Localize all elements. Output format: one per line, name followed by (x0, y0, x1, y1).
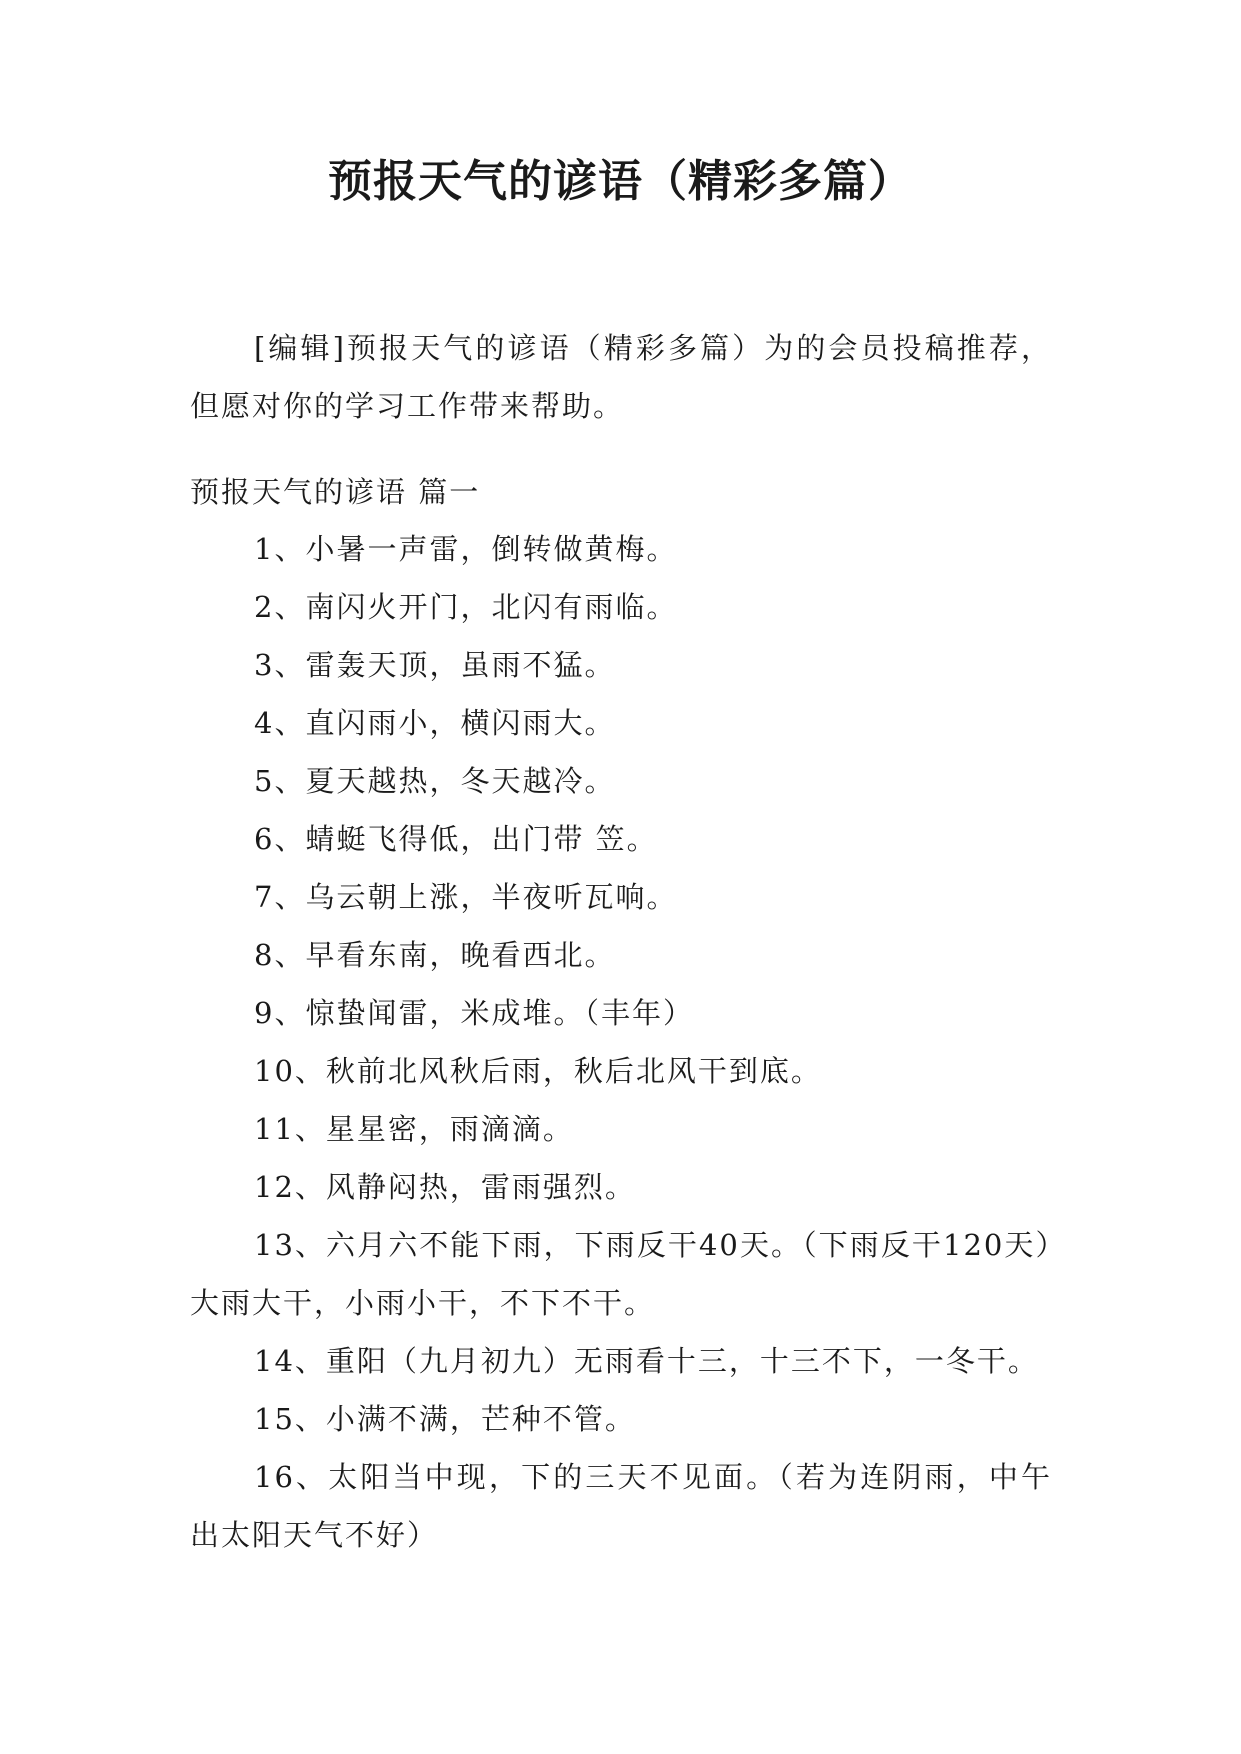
saying-item: 15、小满不满，芒种不管。 (254, 1402, 636, 1436)
saying-item: 7、乌云朝上涨，半夜听瓦响。 (254, 880, 678, 914)
page-title: 预报天气的谚语（精彩多篇） (328, 156, 913, 207)
saying-item: 16、太阳当中现，下的三天不见面。（若为连阴雨，中午出太阳天气不好） (190, 1460, 1052, 1552)
saying-item: 3、雷轰天顶，虽雨不猛。 (254, 648, 616, 682)
sayings-list (190, 520, 1052, 1564)
saying-item: 10、秋前北风秋后雨，秋后北风干到底。 (254, 1054, 822, 1088)
saying-item: 11、星星密，雨滴滴。 (254, 1112, 574, 1146)
saying-item: 2、南闪火开门，北闪有雨临。 (254, 590, 678, 624)
saying-item: 9、惊蛰闻雷，米成堆。（丰年） (254, 996, 694, 1030)
intro-paragraph: [编辑]预报天气的谚语（精彩多篇）为的会员投稿推荐，但愿对你的学习工作带来帮助。 (190, 331, 1052, 423)
saying-item: 8、早看东南，晚看西北。 (254, 938, 616, 972)
saying-item: 1、小暑一声雷，倒转做黄梅。 (254, 532, 678, 566)
saying-item: 13、六月六不能下雨，下雨反干40天。（下雨反干120天）大雨大干，小雨小干，不下不干。 (190, 1228, 1052, 1320)
saying-item: 12、风静闷热，雷雨强烈。 (254, 1170, 636, 1204)
saying-item: 4、直闪雨小，横闪雨大。 (254, 706, 616, 740)
section-heading: 预报天气的谚语 篇一 (190, 475, 481, 509)
saying-item: 14、重阳（九月初九）无雨看十三，十三不下，一冬干。 (254, 1344, 1039, 1378)
saying-item: 5、夏天越热，冬天越冷。 (254, 764, 616, 798)
saying-item: 6、蜻蜓飞得低，出门带 笠。 (254, 822, 658, 856)
